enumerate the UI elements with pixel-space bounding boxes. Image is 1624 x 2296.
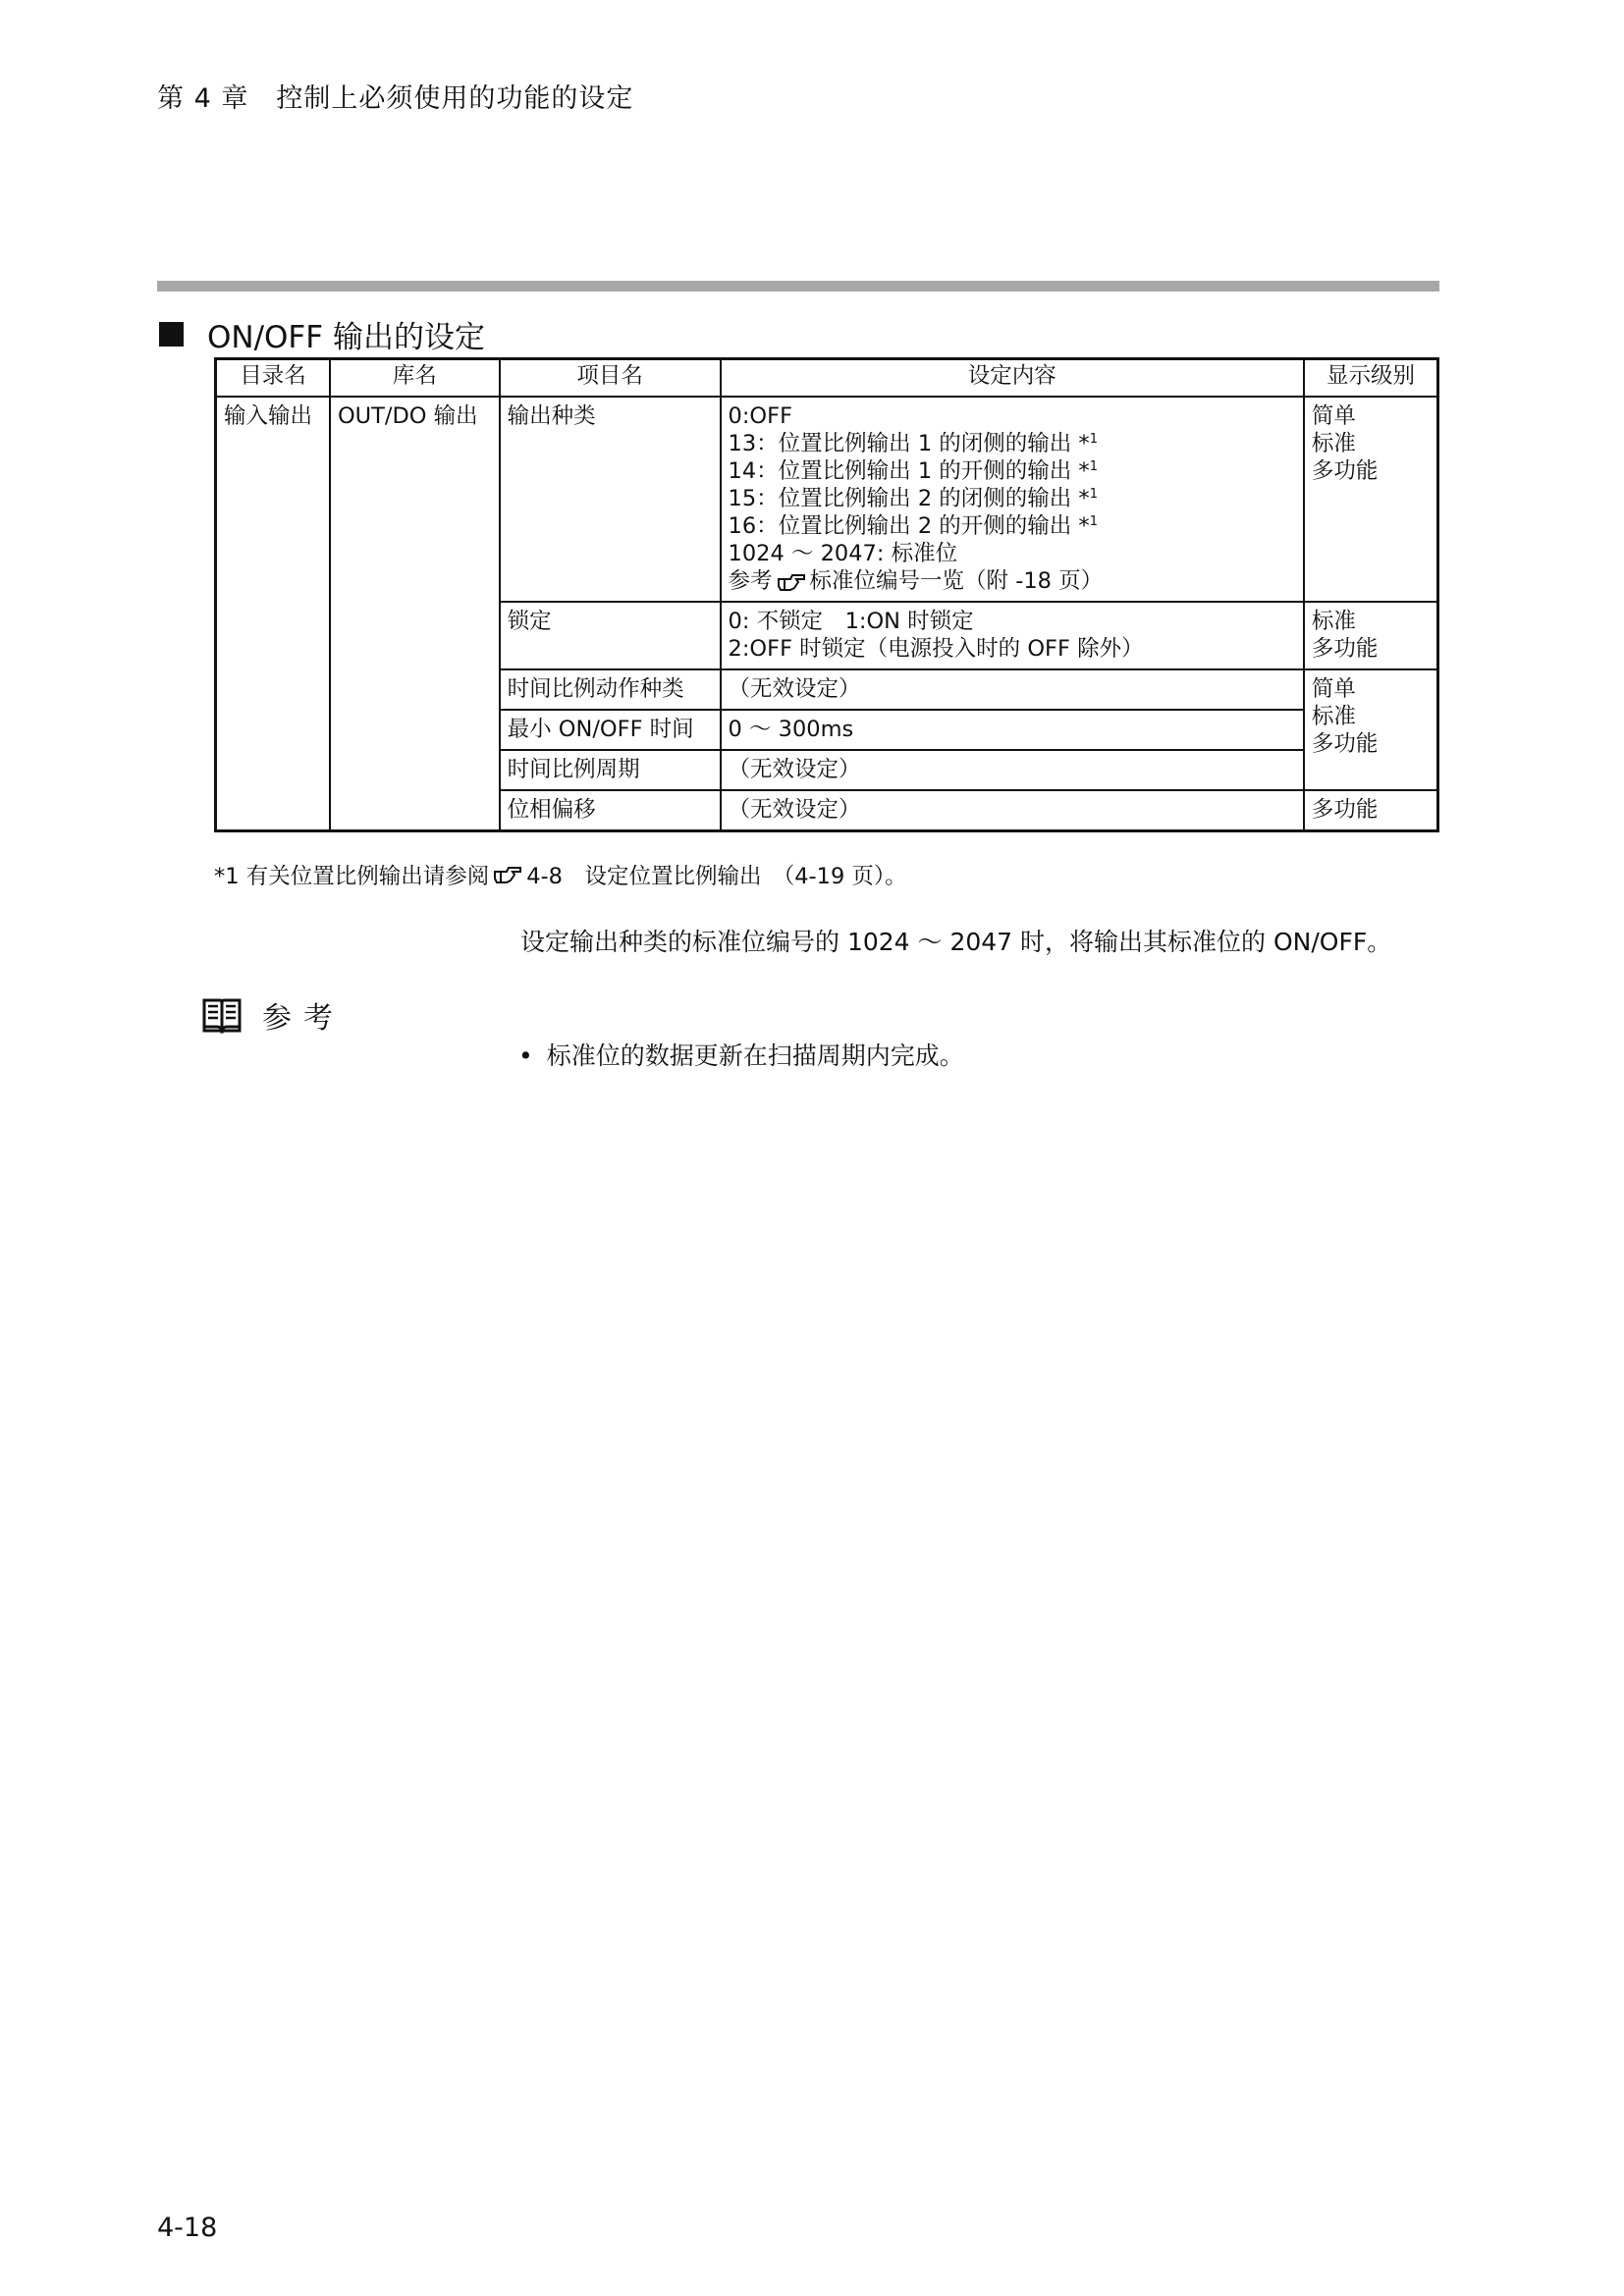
item-cell: 锁定: [500, 602, 721, 669]
content-line: 14：位置比例输出 1 的开侧的输出 *$^1$: [728, 458, 1098, 484]
reference-bullet: • 标准位的数据更新在扫描周期内完成。: [518, 1041, 964, 1070]
level-cell: 简单 标准 多功能: [1304, 669, 1438, 790]
level-cell: 标准 多功能: [1304, 602, 1438, 669]
section-divider: [157, 281, 1439, 292]
chapter-heading: 第 4 章 控制上必须使用的功能的设定: [157, 83, 634, 114]
reference-heading: 参考: [201, 993, 345, 1037]
page-number: 4-18: [157, 2213, 218, 2243]
item-cell: 输出种类: [500, 397, 721, 602]
content-line: 13：位置比例输出 1 的闭侧的输出 *$^1$: [728, 431, 1098, 456]
pointing-hand-icon: [493, 864, 522, 885]
level-cell: 多功能: [1304, 790, 1438, 831]
content-line: 16：位置比例输出 2 的开侧的输出 *$^1$: [728, 513, 1098, 539]
header-library: 库名: [330, 359, 500, 398]
header-content: 设定内容: [721, 359, 1304, 398]
catalog-cell: 输入输出: [216, 397, 330, 831]
header-level: 显示级别: [1304, 359, 1438, 398]
footnote-link[interactable]: 4-8 设定位置比例输出 （4-19 页）。: [526, 864, 907, 889]
pointing-hand-icon: [777, 571, 806, 593]
content-cell: [721, 397, 1304, 602]
content-cell: （无效设定）: [721, 669, 1304, 710]
content-line: 0:OFF: [728, 403, 793, 429]
section-title: [159, 312, 485, 356]
content-cell: 0: 不锁定 1:ON 时锁定 2:OFF 时锁定（电源投入时的 OFF 除外）: [721, 602, 1304, 669]
square-bullet-icon: [159, 322, 184, 347]
content-line: 1024 ～ 2047: 标准位: [728, 541, 958, 566]
level-cell: 简单 标准 多功能: [1304, 397, 1438, 602]
section-title-text: ON/OFF 输出的设定: [207, 320, 485, 355]
reference-line: 参考 标准位编号一览（附 -18 页）: [728, 568, 1104, 594]
item-cell: 最小 ON/OFF 时间: [500, 710, 721, 750]
book-icon: [201, 996, 243, 1034]
header-catalog: 目录名: [216, 359, 330, 398]
content-line: 15：位置比例输出 2 的闭侧的输出 *$^1$: [728, 486, 1098, 511]
header-item: 项目名: [500, 359, 721, 398]
item-cell: 位相偏移: [500, 790, 721, 831]
explanation-paragraph: 设定输出种类的标准位编号的 1024 ～ 2047 时，将输出其标准位的 ON/OFF。: [520, 928, 1392, 956]
settings-table: [214, 357, 1439, 832]
item-cell: 时间比例动作种类: [500, 669, 721, 710]
library-cell: OUT/DO 输出: [330, 397, 500, 831]
table-row: [216, 397, 1438, 602]
content-cell: （无效设定）: [721, 790, 1304, 831]
table-header-row: [216, 359, 1438, 398]
footnote: *1 有关位置比例输出请参阅 4-8 设定位置比例输出 （4-19 页）。: [214, 859, 907, 890]
item-cell: 时间比例周期: [500, 750, 721, 790]
content-cell: （无效设定）: [721, 750, 1304, 790]
content-cell: 0 ～ 300ms: [721, 710, 1304, 750]
